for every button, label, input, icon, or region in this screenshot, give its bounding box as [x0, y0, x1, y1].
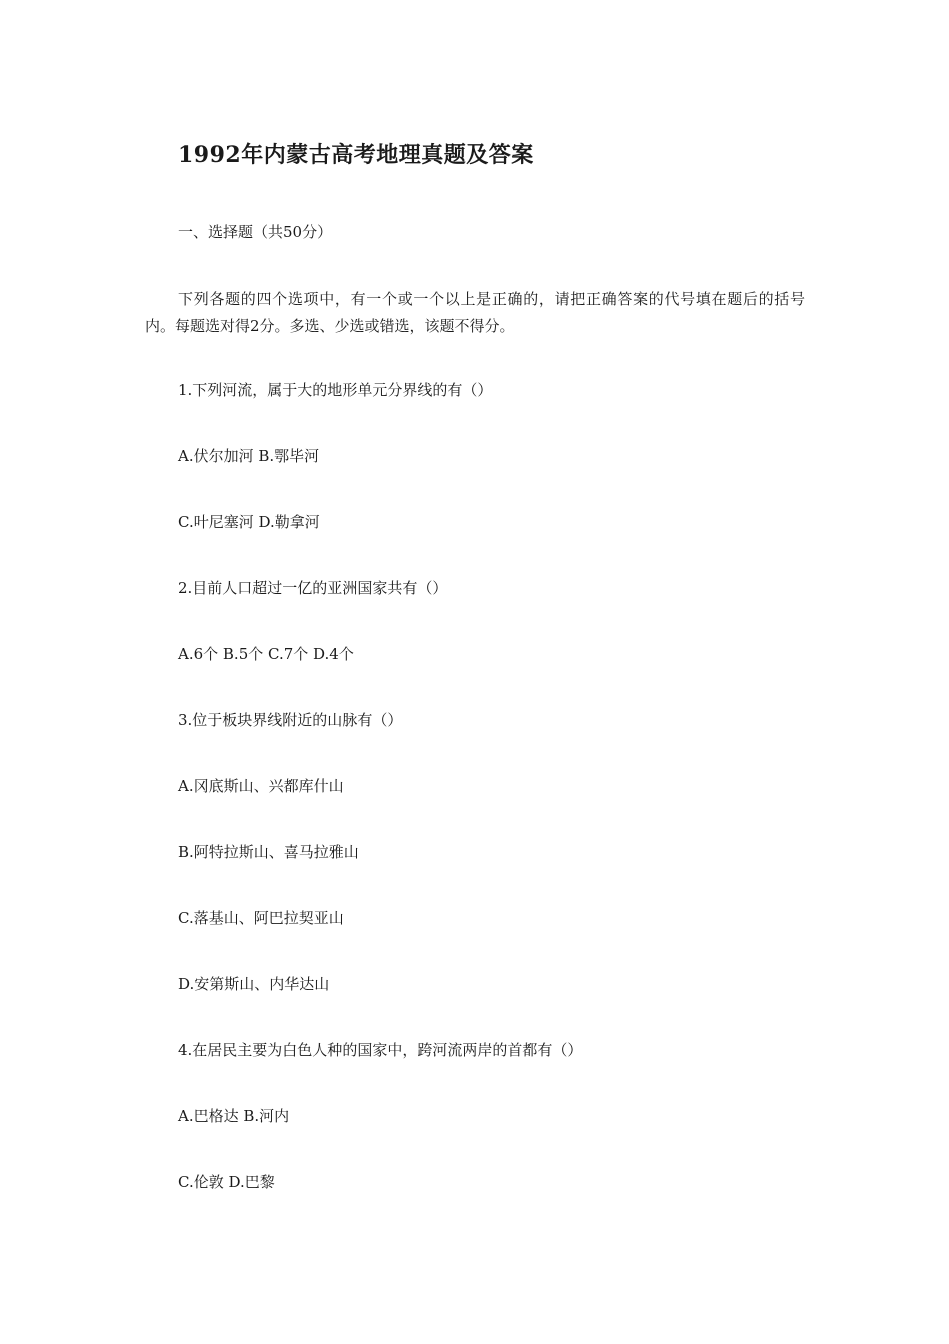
- instructions-paragraph: 下列各题的四个选项中，有一个或一个以上是正确的，请把正确答案的代号填在题后的括号内。每题选对得2分。多选、少选或错选，该题不得分。: [145, 290, 805, 335]
- question-2: 2.目前人口超过一亿的亚洲国家共有（）: [178, 579, 448, 597]
- question-4: 4.在居民主要为白色人种的国家中，跨河流两岸的首都有（）: [178, 1041, 583, 1059]
- document-title: 1992年内蒙古高考地理真题及答案: [178, 142, 534, 168]
- question-3: 3.位于板块界线附近的山脉有（）: [178, 711, 403, 729]
- question-3-option-c: C.落基山、阿巴拉契亚山: [178, 909, 344, 927]
- question-4-options-cd: C.伦敦 D.巴黎: [178, 1173, 275, 1191]
- question-3-option-b: B.阿特拉斯山、喜马拉雅山: [178, 843, 359, 861]
- question-3-option-a: A.冈底斯山、兴都库什山: [178, 777, 344, 795]
- question-1-options-ab: A.伏尔加河 B.鄂毕河: [178, 447, 320, 465]
- section-heading: 一、选择题（共50分）: [178, 223, 333, 241]
- question-4-options-ab: A.巴格达 B.河内: [178, 1107, 290, 1125]
- question-1: 1.下列河流，属于大的地形单元分界线的有（）: [178, 381, 493, 399]
- question-1-options-cd: C.叶尼塞河 D.勒拿河: [178, 513, 320, 531]
- question-2-options: A.6个 B.5个 C.7个 D.4个: [178, 645, 354, 663]
- question-3-option-d: D.安第斯山、内华达山: [178, 975, 330, 993]
